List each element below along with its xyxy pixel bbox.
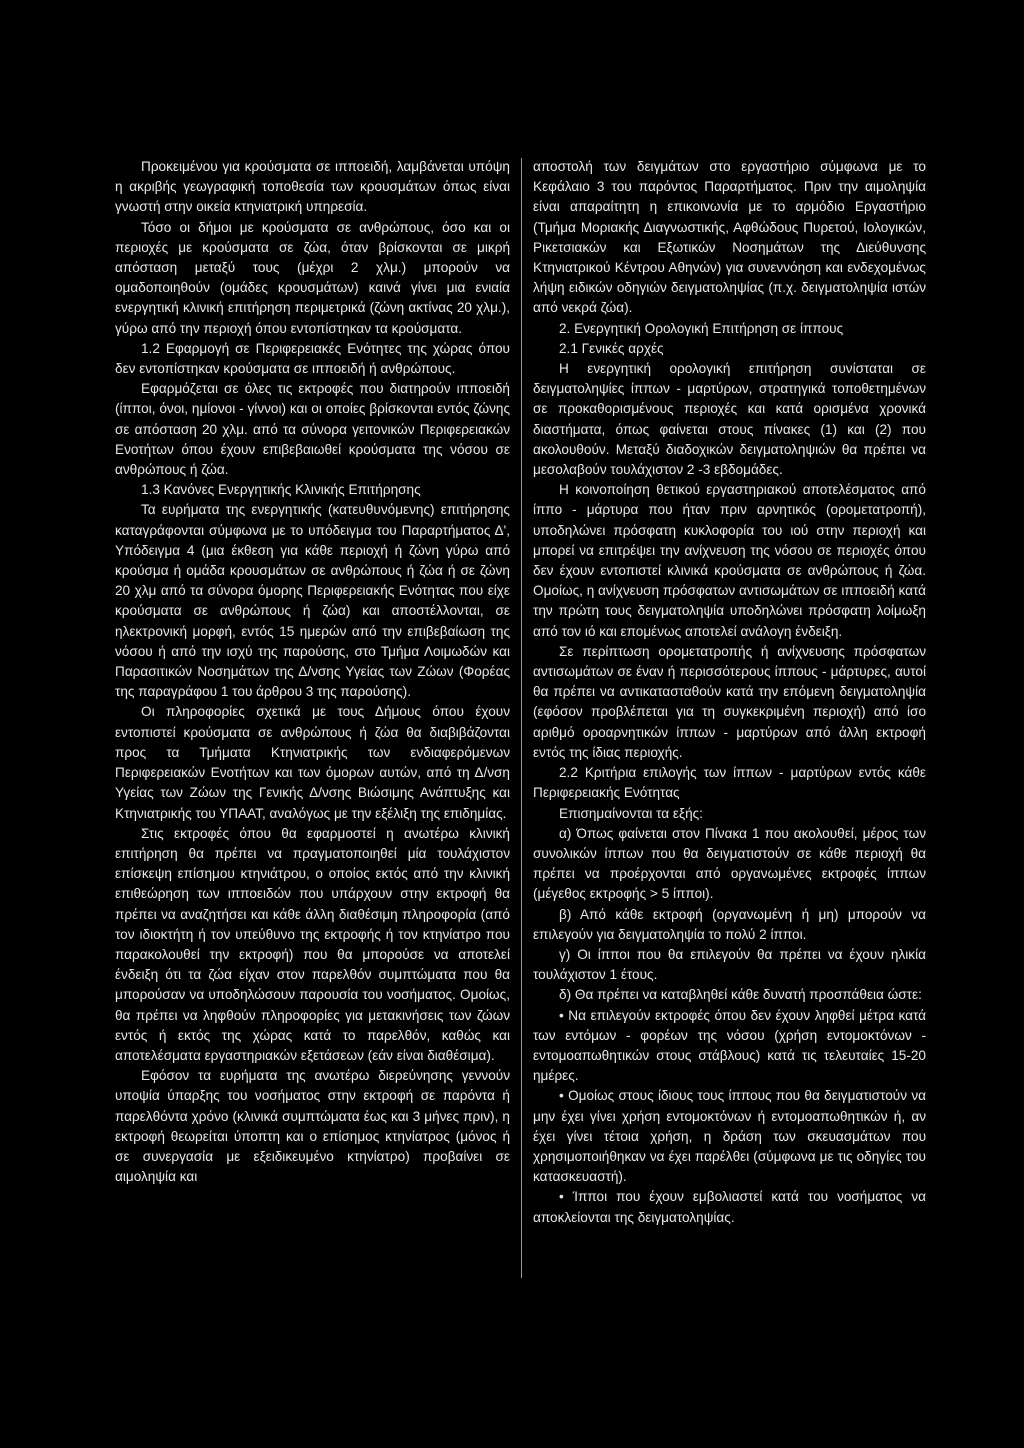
section-heading: 1.3 Κανόνες Ενεργητικής Κλινικής Επιτήρησης bbox=[141, 482, 421, 498]
bullet-item: • Ομοίως στους ίδιους τους ίππους που θα δειγματιστούν να μην έχει γίνει χρήση εντομοκτόνων ή εντομοαπωθητικών ή, αν έχει γίνει τέτοια χρήση, η δράση των σκευασμάτων που χρησιμοποιήθηκαν να έχει παρέλθει (σύμφωνα με τις οδηγίες του κατασκευαστή). bbox=[533, 1088, 926, 1185]
paragraph: Τα ευρήματα της ενεργητικής (κατευθυνόμενης) επιτήρησης καταγράφονται σύμφωνα με το υπόδειγμα του Παραρτήματος Δ', Υπόδειγμα 4 (μια έκθεση για κάθε περιοχή ή ζώνη γύρω από κρούσμα ή ομάδα κρουσμάτων σε ανθρώπους ή ζώα ή σε ζώνη 20 χλμ από τα σύνορα όμορης Περιφερειακής Ενότητας που είχε κρούσματα σε ανθρώπους ή ζώα) και αποστέλλονται, σε ηλεκτρονική μορφή, εντός 15 ημερών από την επιβεβαίωση της νόσου ή από την ισχύ της παρούσης, στο Τμήμα Λοιμωδών και Παρασιτικών Νοσημάτων της Δ/νσης Υγείας των Ζώων (Φορέας της παραγράφου 1 του άρθρου 3 της παρούσης). bbox=[115, 502, 510, 700]
paragraph: Επισημαίνονται τα εξής: bbox=[559, 805, 703, 821]
section-heading: 1.2 Εφαρμογή σε Περιφερειακές Ενότητες της χώρας όπου δεν εντοπίστηκαν κρούσματα σε ιπποειδή ή ανθρώπους. bbox=[115, 340, 510, 377]
paragraph: Η ενεργητική ορολογική επιτήρηση συνίσταται σε δειγματοληψίες ίππων - μαρτύρων, στρατηγικά τοποθετημένων σε προκαθορισμένους περιοχές και κατά ορισμένα χρονικά διαστήματα, όπως φαίνεται στους πίνακες (1) και (2) που ακολουθούν. Μεταξύ διαδοχικών δειγματοληψιών θα πρέπει να μεσολαβούν τουλάχιστον 2 -3 εβδομάδες. bbox=[533, 361, 926, 478]
paragraph: Η κοινοποίηση θετικού εργαστηριακού αποτελέσματος από ίππο - μάρτυρα που ήταν πριν αρνητικός (ορομετατροπή), υποδηλώνει πρόσφατη κυκλοφορία του ιού στην περιοχή και μπορεί να επιτρέψει την ανίχνευση της νόσου σε περιοχές όπου δεν έχουν εντοπιστεί κλινικά κρούσματα σε ανθρώπους ή ζώα. Ομοίως, η ανίχνευση πρόσφατων αντισωμάτων σε ιπποειδή κατά την πρώτη τους δειγματοληψία υποδηλώνει πρόσφατη λοίμωξη από τον ιό και επομένως αποτελεί ανάλογη ένδειξη. bbox=[533, 482, 926, 639]
paragraph: Εφαρμόζεται σε όλες τις εκτροφές που διατηρούν ιπποειδή (ίπποι, όνοι, ημίονοι - γίννοι) και οι οποίες βρίσκονται εντός ζώνης σε απόσταση 20 χλμ. από τα σύνορα γειτονικών Περιφερειακών Ενοτήτων όπου έχουν επιβεβαιωθεί κρούσματα της νόσου σε ανθρώπους ή ζώα. bbox=[115, 381, 510, 478]
column-divider bbox=[521, 158, 522, 1278]
left-column bbox=[115, 157, 510, 1187]
bullet-item: • Να επιλεγούν εκτροφές όπου δεν έχουν ληφθεί μέτρα κατά των εντόμων - φορέων της νόσου (χρήση εντομοκτόνων - εντομοαπωθητικών στους στάβλους) κατά τις τελευταίες 15-20 ημέρες. bbox=[533, 1007, 926, 1084]
list-item: γ) Οι ίπποι που θα επιλεγούν θα πρέπει να έχουν ηλικία τουλάχιστον 1 έτους. bbox=[533, 946, 926, 983]
bullet-item: • Ίπποι που έχουν εμβολιαστεί κατά του νοσήματος να αποκλείονται της δειγματοληψίας. bbox=[533, 1189, 926, 1225]
paragraph: Σε περίπτωση ορομετατροπής ή ανίχνευσης πρόσφατων αντισωμάτων σε έναν ή περισσότερους ίππους - μάρτυρες, αυτοί θα πρέπει να αντικατασταθούν κατά την επόμενη δειγματοληψία (εφόσον προβλέπεται για τη συγκεκριμένη περιοχή) από ίσο αριθμό οροαρνητικών ίππων - μαρτύρων από άλλη εκτροφή εντός της ίδιας περιοχής. bbox=[533, 643, 926, 760]
subsection-heading: 2.2 Κριτήρια επιλογής των ίππων - μαρτύρων εντός κάθε Περιφερειακής Ενότητας bbox=[533, 765, 926, 801]
list-item: β) Από κάθε εκτροφή (οργανωμένη ή μη) μπορούν να επιλεγούν για δειγματοληψία το πολύ 2 ίπποι. bbox=[533, 906, 926, 942]
list-item: α) Όπως φαίνεται στον Πίνακα 1 που ακολουθεί, μέρος των συνολικών ίππων που θα δειγματιστούν σε κάθε περιοχή θα πρέπει να προέρχονται από οργανωμένες εκτροφές ίππων (μέγεθος εκτροφής > 5 ίπποι). bbox=[533, 825, 926, 902]
section-heading: 2. Ενεργητική Ορολογική Επιτήρηση σε ίππους bbox=[559, 320, 844, 336]
paragraph: Στις εκτροφές όπου θα εφαρμοστεί η ανωτέρω κλινική επιτήρηση θα πρέπει να πραγματοποιηθεί μία τουλάχιστον επίσκεψη επίσημου κτηνιάτρου, ο οποίος εκτός από την κλινική επιθεώρηση των ιπποειδών που υπάρχουν στην εκτροφή θα πρέπει να αναζητήσει και κάθε άλλη διαθέσιμη πληροφορία (από τον ιδιοκτήτη ή τον υπεύθυνο της εκτροφής ή τον κτηνίατρο που παρακολουθεί την εκτροφή) που θα μπορούσε να αποτελεί ένδειξη ότι τα ζώα είχαν στον παρελθόν συμπτώματα που θα μπορούσαν να υποδηλώσουν παρουσία του νοσήματος. Ομοίως, θα πρέπει να ληφθούν πληροφορίες για μετακινήσεις των ζώων εντός ή εκτός της χώρας κατά το παρελθόν, καθώς και αποτελέσματα εργαστηριακών εξετάσεων (εάν είναι διαθέσιμα). bbox=[115, 825, 510, 1063]
paragraph: Εφόσον τα ευρήματα της ανωτέρω διερεύνησης γεννούν υποψία ύπαρξης του νοσήματος στην εκτροφή σε παρόντα ή παρελθόντα χρόνο (κλινικά συμπτώματα έως και 3 μήνες πριν), η εκτροφή θεωρείται ύποπτη και ο επίσημος κτηνίατρος (μόνος ή σε συνεργασία με εξειδικευμένο κτηνίατρο) προβαίνει σε αιμοληψία και bbox=[115, 1068, 510, 1185]
list-item: δ) Θα πρέπει να καταβληθεί κάθε δυνατή προσπάθεια ώστε: bbox=[559, 987, 922, 1003]
subsection-heading: 2.1 Γενικές αρχές bbox=[559, 340, 664, 356]
paragraph: Τόσο οι δήμοι με κρούσματα σε ανθρώπους, όσο και οι περιοχές με κρούσματα σε ζώα, όταν βρίσκονται σε μικρή απόσταση μεταξύ τους (μέχρι 2 χλμ.) μπορούν να ομαδοποιηθούν (ομάδες κρουσμάτων) καινά γίνει μια ενιαία ενεργητική κλινική επιτήρηση περιμετρικά (ζώνη ακτίνας 20 χλμ.), γύρω από την περιοχή όπου εντοπίστηκαν τα κρούσματα. bbox=[115, 219, 510, 336]
paragraph: αποστολή των δειγμάτων στο εργαστήριο σύμφωνα με το Κεφάλαιο 3 του παρόντος Παραρτήματος. Πριν την αιμοληψία είναι απαραίτητη η επικοινωνία με το αρμόδιο Εργαστήριο (Τμήμα Μοριακής Διαγνωστικής, Αφθώδους Πυρετού, Ιολογικών, Ρικετσιακών και Εξωτικών Νοσημάτων της Διεύθυνσης Κτηνιατρικού Κέντρου Αθηνών) για συνεννόηση και ενδεχομένως λήψη ειδικών οδηγιών δειγματοληψίας (π.χ. δειγματοληψία ιστών από νεκρά ζώα). bbox=[533, 159, 926, 316]
paragraph: Οι πληροφορίες σχετικά με τους Δήμους όπου έχουν εντοπιστεί κρούσματα σε ανθρώπους ή ζώα θα διαβιβάζονται προς τα Τμήματα Κτηνιατρικής των ενδιαφερόμενων Περιφερειακών Ενοτήτων και των όμορων αυτών, από τη Δ/νση Υγείας των Ζώων της Γενικής Δ/νσης Βιώσιμης Ανάπτυξης και Κτηνιατρικής του ΥΠΑΑΤ, αναλόγως με την εξέλιξη της επιδημίας. bbox=[115, 704, 510, 821]
paragraph: Προκειμένου για κρούσματα σε ιπποειδή, λαμβάνεται υπόψη η ακριβής γεωγραφική τοποθεσία των κρουσμάτων όπως είναι γνωστή στην οικεία κτηνιατρική υπηρεσία. bbox=[115, 159, 510, 215]
right-column bbox=[533, 157, 926, 1228]
